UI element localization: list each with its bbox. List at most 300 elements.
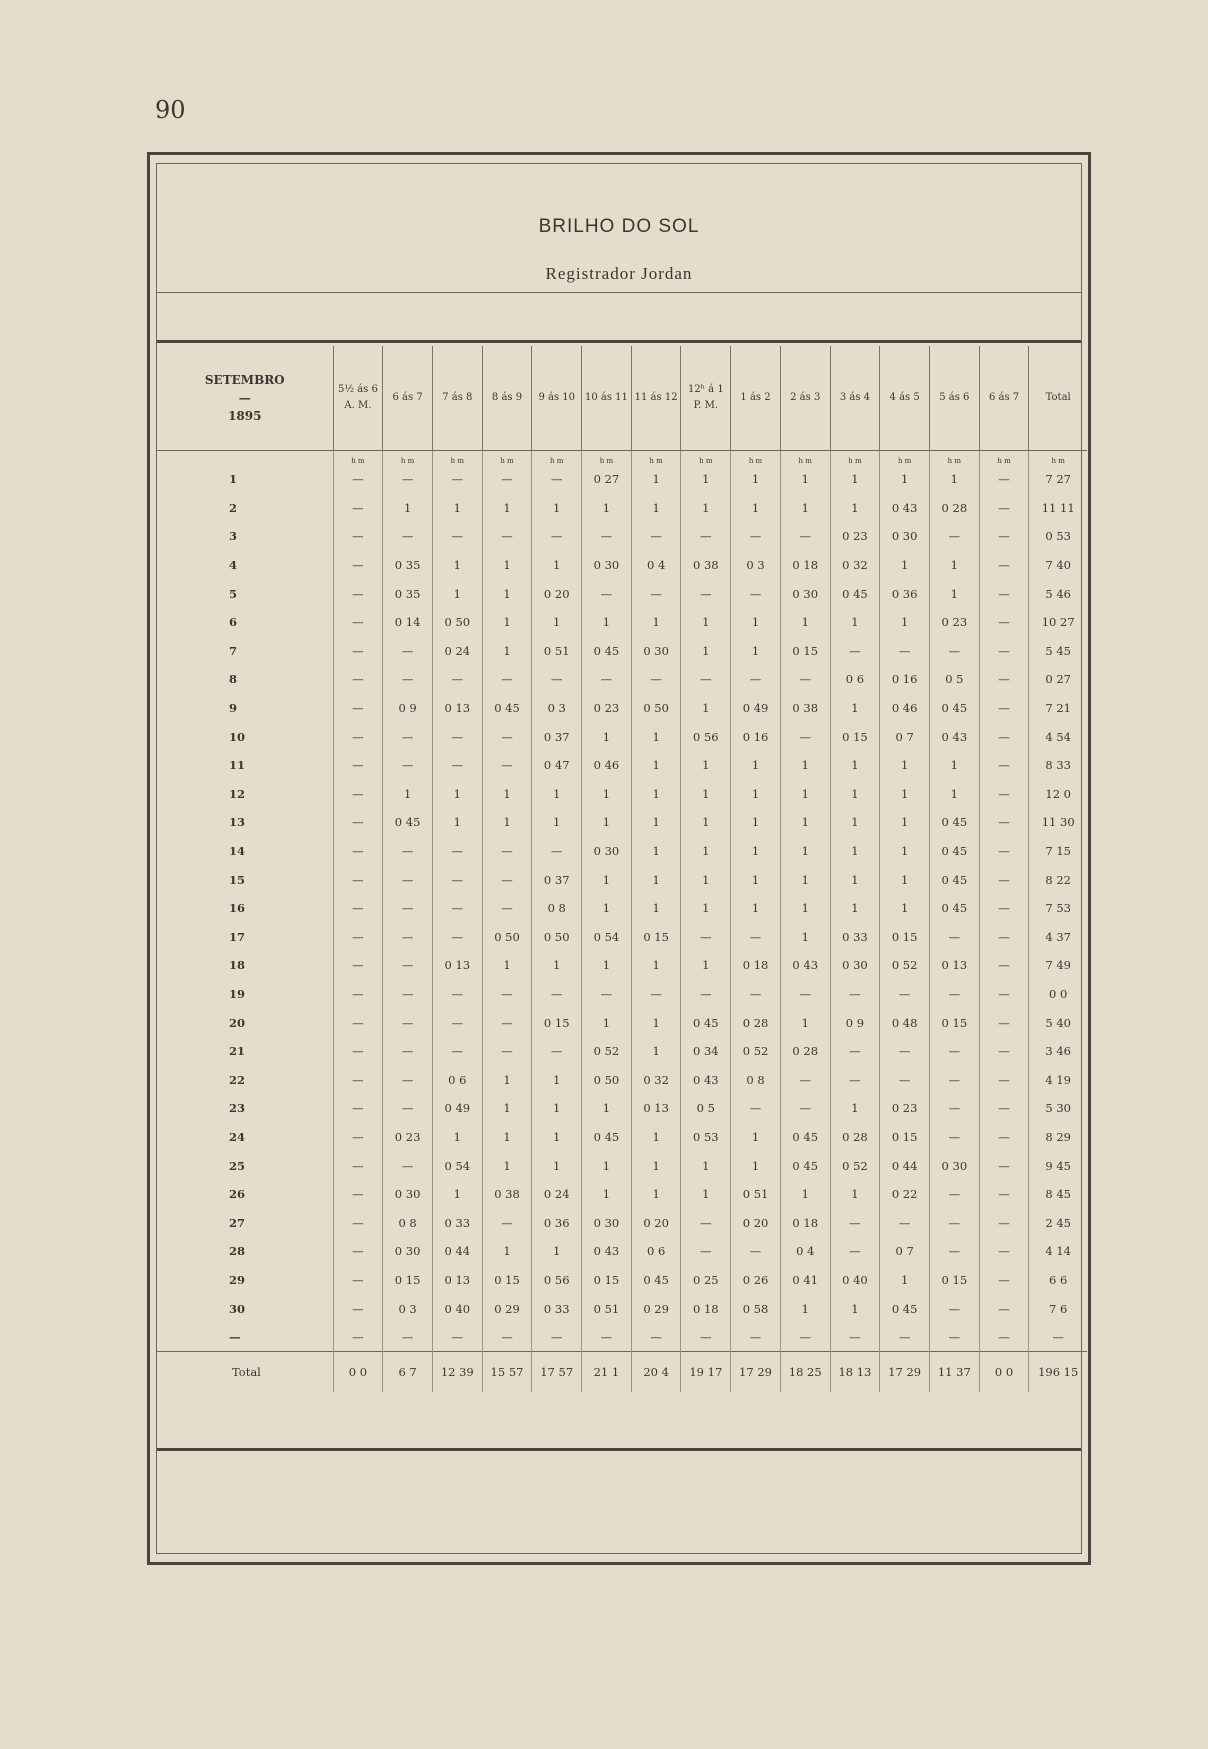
- duration-cell: 1: [830, 837, 880, 866]
- duration-cell: 0 45: [830, 579, 880, 608]
- duration-cell: 1: [830, 465, 880, 494]
- duration-cell: —: [929, 522, 979, 551]
- duration-cell: 0 54: [432, 1151, 482, 1180]
- day-number: 11: [229, 758, 246, 773]
- duration-cell: 1: [631, 1123, 681, 1152]
- duration-cell: 1: [582, 780, 632, 809]
- table-row: [157, 923, 1087, 952]
- duration-cell: 1: [532, 608, 582, 637]
- duration-cell: 0 6: [631, 1237, 681, 1266]
- duration-cell: 1: [880, 751, 930, 780]
- day-number: 3: [229, 529, 238, 544]
- duration-cell: 0 28: [780, 1037, 830, 1066]
- duration-cell: 0 50: [482, 923, 532, 952]
- day-number: 12: [229, 786, 246, 801]
- duration-cell: 0 30: [383, 1180, 433, 1209]
- duration-cell: 1: [532, 1151, 582, 1180]
- duration-cell: 8 22: [1029, 865, 1087, 894]
- duration-cell: 1: [482, 1151, 532, 1180]
- duration-cell: —: [681, 522, 731, 551]
- duration-cell: 0 35: [383, 551, 433, 580]
- duration-cell: 0 45: [582, 637, 632, 666]
- duration-cell: 1: [631, 1037, 681, 1066]
- duration-cell: 1: [482, 808, 532, 837]
- duration-cell: —: [333, 980, 383, 1009]
- duration-cell: 0 25: [681, 1266, 731, 1295]
- duration-cell: 1: [432, 1180, 482, 1209]
- duration-cell: 0 58: [731, 1294, 781, 1323]
- duration-cell: 0 33: [830, 923, 880, 952]
- duration-cell: 0 52: [731, 1037, 781, 1066]
- total-cell: 19 17: [681, 1352, 731, 1393]
- duration-cell: —: [333, 1323, 383, 1352]
- day-number: 30: [229, 1301, 246, 1316]
- unit-label: h m: [780, 451, 830, 466]
- duration-cell: 0 45: [681, 1008, 731, 1037]
- duration-cell: 0 15: [631, 923, 681, 952]
- duration-cell: —: [979, 608, 1029, 637]
- duration-cell: —: [333, 608, 383, 637]
- duration-cell: —: [333, 1008, 383, 1037]
- duration-cell: —: [979, 1237, 1029, 1266]
- duration-cell: —: [482, 837, 532, 866]
- duration-cell: —: [681, 579, 731, 608]
- duration-cell: 0 40: [432, 1294, 482, 1323]
- duration-cell: —: [333, 894, 383, 923]
- table-row: [157, 694, 1087, 723]
- duration-cell: —: [880, 980, 930, 1009]
- table-row: [157, 1294, 1087, 1323]
- duration-cell: —: [482, 980, 532, 1009]
- duration-cell: —: [532, 1037, 582, 1066]
- duration-cell: 1: [532, 1094, 582, 1123]
- duration-cell: 1: [432, 1123, 482, 1152]
- duration-cell: 1: [880, 551, 930, 580]
- units-row: [157, 451, 1087, 466]
- duration-cell: 0 23: [582, 694, 632, 723]
- duration-cell: 0 23: [830, 522, 880, 551]
- duration-cell: 1: [681, 1180, 731, 1209]
- duration-cell: 1: [830, 1094, 880, 1123]
- duration-cell: 1: [830, 780, 880, 809]
- duration-cell: —: [929, 923, 979, 952]
- total-cell: 17 57: [532, 1352, 582, 1393]
- duration-cell: 0 53: [1029, 522, 1087, 551]
- duration-cell: 8 45: [1029, 1180, 1087, 1209]
- duration-cell: 1: [780, 751, 830, 780]
- duration-cell: —: [731, 522, 781, 551]
- duration-cell: 0 26: [731, 1266, 781, 1295]
- duration-cell: 1: [631, 1151, 681, 1180]
- duration-cell: —: [383, 865, 433, 894]
- duration-cell: 11 11: [1029, 494, 1087, 523]
- duration-cell: 1: [383, 780, 433, 809]
- duration-cell: 1: [482, 951, 532, 980]
- duration-cell: 0 3: [532, 694, 582, 723]
- duration-cell: —: [432, 722, 482, 751]
- duration-cell: 0 15: [532, 1008, 582, 1037]
- duration-cell: —: [432, 980, 482, 1009]
- duration-cell: —: [830, 1323, 880, 1352]
- column-header-line2: A. M.: [344, 400, 372, 411]
- duration-cell: 6 6: [1029, 1266, 1087, 1295]
- duration-cell: —: [333, 837, 383, 866]
- duration-cell: 0 15: [880, 923, 930, 952]
- duration-cell: —: [979, 780, 1029, 809]
- duration-cell: 0 41: [780, 1266, 830, 1295]
- duration-cell: —: [383, 665, 433, 694]
- duration-cell: —: [681, 980, 731, 1009]
- duration-cell: 1: [681, 951, 731, 980]
- duration-cell: —: [383, 951, 433, 980]
- duration-cell: —: [383, 722, 433, 751]
- duration-cell: —: [929, 1037, 979, 1066]
- duration-cell: 0 45: [780, 1151, 830, 1180]
- duration-cell: 4 14: [1029, 1237, 1087, 1266]
- duration-cell: 7 40: [1029, 551, 1087, 580]
- duration-cell: —: [780, 1323, 830, 1352]
- duration-cell: —: [979, 722, 1029, 751]
- total-cell: 20 4: [631, 1352, 681, 1393]
- total-cell: 0 0: [333, 1352, 383, 1393]
- day-number: 21: [229, 1044, 246, 1059]
- duration-cell: 1: [780, 780, 830, 809]
- duration-cell: 1: [929, 751, 979, 780]
- duration-cell: 1: [582, 1180, 632, 1209]
- day-number: 22: [229, 1072, 246, 1087]
- duration-cell: 1: [731, 894, 781, 923]
- column-header-line1: Total: [1045, 392, 1071, 403]
- table-row: [157, 837, 1087, 866]
- duration-cell: 0 13: [432, 1266, 482, 1295]
- duration-cell: 1: [532, 780, 582, 809]
- unit-label: h m: [1029, 451, 1087, 466]
- month-dash: —: [238, 391, 251, 405]
- duration-cell: —: [780, 522, 830, 551]
- duration-cell: 0 45: [780, 1123, 830, 1152]
- duration-cell: 0 16: [880, 665, 930, 694]
- duration-cell: 0 36: [880, 579, 930, 608]
- duration-cell: 0 30: [780, 579, 830, 608]
- column-header-line1: 10 ás 11: [584, 392, 628, 403]
- duration-cell: 0 49: [432, 1094, 482, 1123]
- total-cell: 12 39: [432, 1352, 482, 1393]
- duration-cell: 7 15: [1029, 837, 1087, 866]
- duration-cell: 1: [681, 694, 731, 723]
- table-row: [157, 665, 1087, 694]
- duration-cell: 1: [631, 808, 681, 837]
- duration-cell: —: [929, 637, 979, 666]
- duration-cell: —: [880, 637, 930, 666]
- duration-cell: —: [333, 865, 383, 894]
- column-header: [532, 346, 582, 451]
- duration-cell: —: [532, 837, 582, 866]
- page-subtitle: Registrador Jordan: [545, 264, 693, 283]
- duration-cell: 0 28: [830, 1123, 880, 1152]
- table-row: [157, 551, 1087, 580]
- day-number: 7: [229, 643, 238, 658]
- duration-cell: 1: [780, 1008, 830, 1037]
- duration-cell: 0 45: [929, 837, 979, 866]
- day-number: 16: [229, 901, 246, 916]
- duration-cell: 0 30: [631, 637, 681, 666]
- column-header-line1: 7 ás 8: [442, 392, 473, 403]
- table-frame-inner: [156, 163, 1082, 1554]
- duration-cell: 1: [681, 1151, 731, 1180]
- duration-cell: 0 27: [582, 465, 632, 494]
- duration-cell: —: [830, 980, 880, 1009]
- duration-cell: —: [979, 1208, 1029, 1237]
- duration-cell: —: [830, 1037, 880, 1066]
- duration-cell: 1: [532, 551, 582, 580]
- duration-cell: 0 45: [929, 808, 979, 837]
- sunshine-table: [157, 346, 1087, 1392]
- duration-cell: 1: [731, 751, 781, 780]
- duration-cell: 0 20: [731, 1208, 781, 1237]
- duration-cell: 0 18: [780, 1208, 830, 1237]
- duration-cell: 1: [830, 694, 880, 723]
- duration-cell: 0 45: [929, 894, 979, 923]
- duration-cell: —: [333, 1094, 383, 1123]
- duration-cell: 0 52: [880, 951, 930, 980]
- duration-cell: —: [383, 1008, 433, 1037]
- column-header: [880, 346, 930, 451]
- day-number: 27: [229, 1215, 246, 1230]
- units-spacer: [157, 451, 333, 466]
- table-row: [157, 865, 1087, 894]
- column-header-line1: 3 ás 4: [839, 392, 871, 403]
- duration-cell: 7 49: [1029, 951, 1087, 980]
- duration-cell: 0 37: [532, 865, 582, 894]
- total-cell: 21 1: [582, 1352, 632, 1393]
- duration-cell: 1: [532, 1065, 582, 1094]
- duration-cell: —: [482, 665, 532, 694]
- duration-cell: 0 4: [780, 1237, 830, 1266]
- duration-cell: —: [631, 522, 681, 551]
- duration-cell: 1: [731, 837, 781, 866]
- duration-cell: —: [333, 1208, 383, 1237]
- table-row: [157, 1008, 1087, 1037]
- duration-cell: 1: [631, 780, 681, 809]
- duration-cell: 7 27: [1029, 465, 1087, 494]
- duration-cell: —: [979, 579, 1029, 608]
- duration-cell: 0 48: [880, 1008, 930, 1037]
- duration-cell: 0 30: [582, 551, 632, 580]
- totals-row: [157, 1352, 1087, 1393]
- duration-cell: —: [432, 1323, 482, 1352]
- duration-cell: —: [333, 637, 383, 666]
- duration-cell: 0 3: [383, 1294, 433, 1323]
- duration-cell: 1: [582, 608, 632, 637]
- duration-cell: 0 56: [532, 1266, 582, 1295]
- duration-cell: 1: [482, 780, 532, 809]
- day-number: 20: [229, 1015, 246, 1030]
- duration-cell: 0 15: [482, 1266, 532, 1295]
- day-number: 5: [229, 586, 238, 601]
- duration-cell: 0 47: [532, 751, 582, 780]
- duration-cell: 0 0: [1029, 980, 1087, 1009]
- duration-cell: 0 5: [681, 1094, 731, 1123]
- duration-cell: 0 45: [880, 1294, 930, 1323]
- duration-cell: —: [482, 1323, 532, 1352]
- duration-cell: —: [432, 751, 482, 780]
- duration-cell: 8 33: [1029, 751, 1087, 780]
- duration-cell: —: [432, 837, 482, 866]
- duration-cell: 1: [880, 837, 930, 866]
- duration-cell: 1: [780, 837, 830, 866]
- unit-label: h m: [333, 451, 383, 466]
- column-header-line1: 2 ás 3: [790, 392, 821, 403]
- duration-cell: 1: [731, 865, 781, 894]
- duration-cell: —: [731, 1094, 781, 1123]
- duration-cell: —: [979, 551, 1029, 580]
- column-header: [1029, 346, 1087, 451]
- duration-cell: —: [532, 980, 582, 1009]
- duration-cell: 1: [731, 1123, 781, 1152]
- duration-cell: —: [979, 1323, 1029, 1352]
- duration-cell: 1: [731, 608, 781, 637]
- table-row: [157, 1180, 1087, 1209]
- day-number: 25: [229, 1158, 246, 1173]
- duration-cell: 0 7: [880, 722, 930, 751]
- duration-cell: —: [880, 1323, 930, 1352]
- duration-cell: —: [929, 1094, 979, 1123]
- duration-cell: 1: [631, 837, 681, 866]
- duration-cell: 1: [681, 780, 731, 809]
- duration-cell: 11 30: [1029, 808, 1087, 837]
- duration-cell: —: [333, 1180, 383, 1209]
- table-row: [157, 1208, 1087, 1237]
- totals-label: Total: [157, 1352, 333, 1393]
- unit-label: h m: [383, 451, 433, 466]
- column-header: [582, 346, 632, 451]
- duration-cell: 1: [582, 894, 632, 923]
- duration-cell: —: [333, 751, 383, 780]
- duration-cell: 0 4: [631, 551, 681, 580]
- duration-cell: —: [482, 865, 532, 894]
- duration-cell: —: [532, 465, 582, 494]
- duration-cell: 12 0: [1029, 780, 1087, 809]
- duration-cell: 1: [681, 494, 731, 523]
- column-header-line2: P. M.: [693, 400, 719, 411]
- duration-cell: 0 23: [880, 1094, 930, 1123]
- duration-cell: 1: [681, 837, 731, 866]
- table-row: [157, 751, 1087, 780]
- day-number: 19: [229, 986, 246, 1001]
- page-number: 90: [155, 96, 186, 124]
- duration-cell: 1: [482, 579, 532, 608]
- duration-cell: 0 30: [582, 1208, 632, 1237]
- duration-cell: —: [333, 722, 383, 751]
- duration-cell: —: [582, 522, 632, 551]
- duration-cell: 1: [780, 465, 830, 494]
- duration-cell: 1: [532, 951, 582, 980]
- duration-cell: —: [333, 1065, 383, 1094]
- duration-cell: —: [979, 637, 1029, 666]
- duration-cell: —: [333, 1123, 383, 1152]
- duration-cell: 0 15: [383, 1266, 433, 1295]
- duration-cell: —: [979, 694, 1029, 723]
- duration-cell: —: [383, 751, 433, 780]
- duration-cell: —: [780, 1094, 830, 1123]
- duration-cell: 0 15: [582, 1266, 632, 1295]
- column-header-line1: 8 ás 9: [491, 392, 523, 403]
- day-number: 2: [229, 500, 238, 515]
- duration-cell: —: [482, 1037, 532, 1066]
- table-body: [157, 451, 1087, 1393]
- duration-cell: 1: [482, 608, 532, 637]
- table-row: [157, 1037, 1087, 1066]
- duration-cell: 0 38: [482, 1180, 532, 1209]
- duration-cell: —: [681, 1237, 731, 1266]
- duration-cell: —: [830, 1208, 880, 1237]
- duration-cell: 0 9: [830, 1008, 880, 1037]
- duration-cell: 0 20: [631, 1208, 681, 1237]
- duration-cell: —: [731, 665, 781, 694]
- duration-cell: 0 15: [880, 1123, 930, 1152]
- duration-cell: 1: [432, 579, 482, 608]
- column-header-line1: 11 ás 12: [634, 392, 678, 403]
- duration-cell: 0 51: [731, 1180, 781, 1209]
- duration-cell: 0 43: [582, 1237, 632, 1266]
- duration-cell: 1: [532, 1123, 582, 1152]
- duration-cell: —: [482, 722, 532, 751]
- column-header-line1: 6 ás 7: [392, 392, 423, 403]
- duration-cell: —: [681, 1323, 731, 1352]
- table-row: [157, 1123, 1087, 1152]
- duration-cell: 1: [780, 865, 830, 894]
- unit-label: h m: [681, 451, 731, 466]
- duration-cell: —: [333, 951, 383, 980]
- duration-cell: 0 9: [383, 694, 433, 723]
- total-cell: 15 57: [482, 1352, 532, 1393]
- duration-cell: 0 32: [830, 551, 880, 580]
- duration-cell: 1: [830, 494, 880, 523]
- duration-cell: —: [582, 665, 632, 694]
- duration-cell: 1: [830, 1180, 880, 1209]
- column-header: [731, 346, 781, 451]
- duration-cell: —: [383, 894, 433, 923]
- duration-cell: —: [333, 579, 383, 608]
- duration-cell: 1: [532, 494, 582, 523]
- duration-cell: —: [383, 1151, 433, 1180]
- duration-cell: —: [979, 865, 1029, 894]
- duration-cell: 0 38: [780, 694, 830, 723]
- duration-cell: —: [532, 665, 582, 694]
- duration-cell: 1: [780, 1294, 830, 1323]
- duration-cell: 1: [929, 551, 979, 580]
- duration-cell: —: [830, 1237, 880, 1266]
- duration-cell: 0 32: [631, 1065, 681, 1094]
- duration-cell: 0 50: [582, 1065, 632, 1094]
- duration-cell: —: [432, 1037, 482, 1066]
- duration-cell: 1: [830, 894, 880, 923]
- table-row: [157, 522, 1087, 551]
- duration-cell: —: [333, 808, 383, 837]
- duration-cell: 0 28: [929, 494, 979, 523]
- duration-cell: 1: [830, 865, 880, 894]
- page-title: BRILHO DO SOL: [538, 216, 700, 237]
- bottom-rule: [157, 1448, 1081, 1451]
- duration-cell: —: [532, 522, 582, 551]
- duration-cell: 0 44: [880, 1151, 930, 1180]
- duration-cell: 0 18: [731, 951, 781, 980]
- duration-cell: —: [432, 465, 482, 494]
- duration-cell: 0 6: [432, 1065, 482, 1094]
- duration-cell: 7 53: [1029, 894, 1087, 923]
- duration-cell: —: [929, 1065, 979, 1094]
- duration-cell: —: [731, 1323, 781, 1352]
